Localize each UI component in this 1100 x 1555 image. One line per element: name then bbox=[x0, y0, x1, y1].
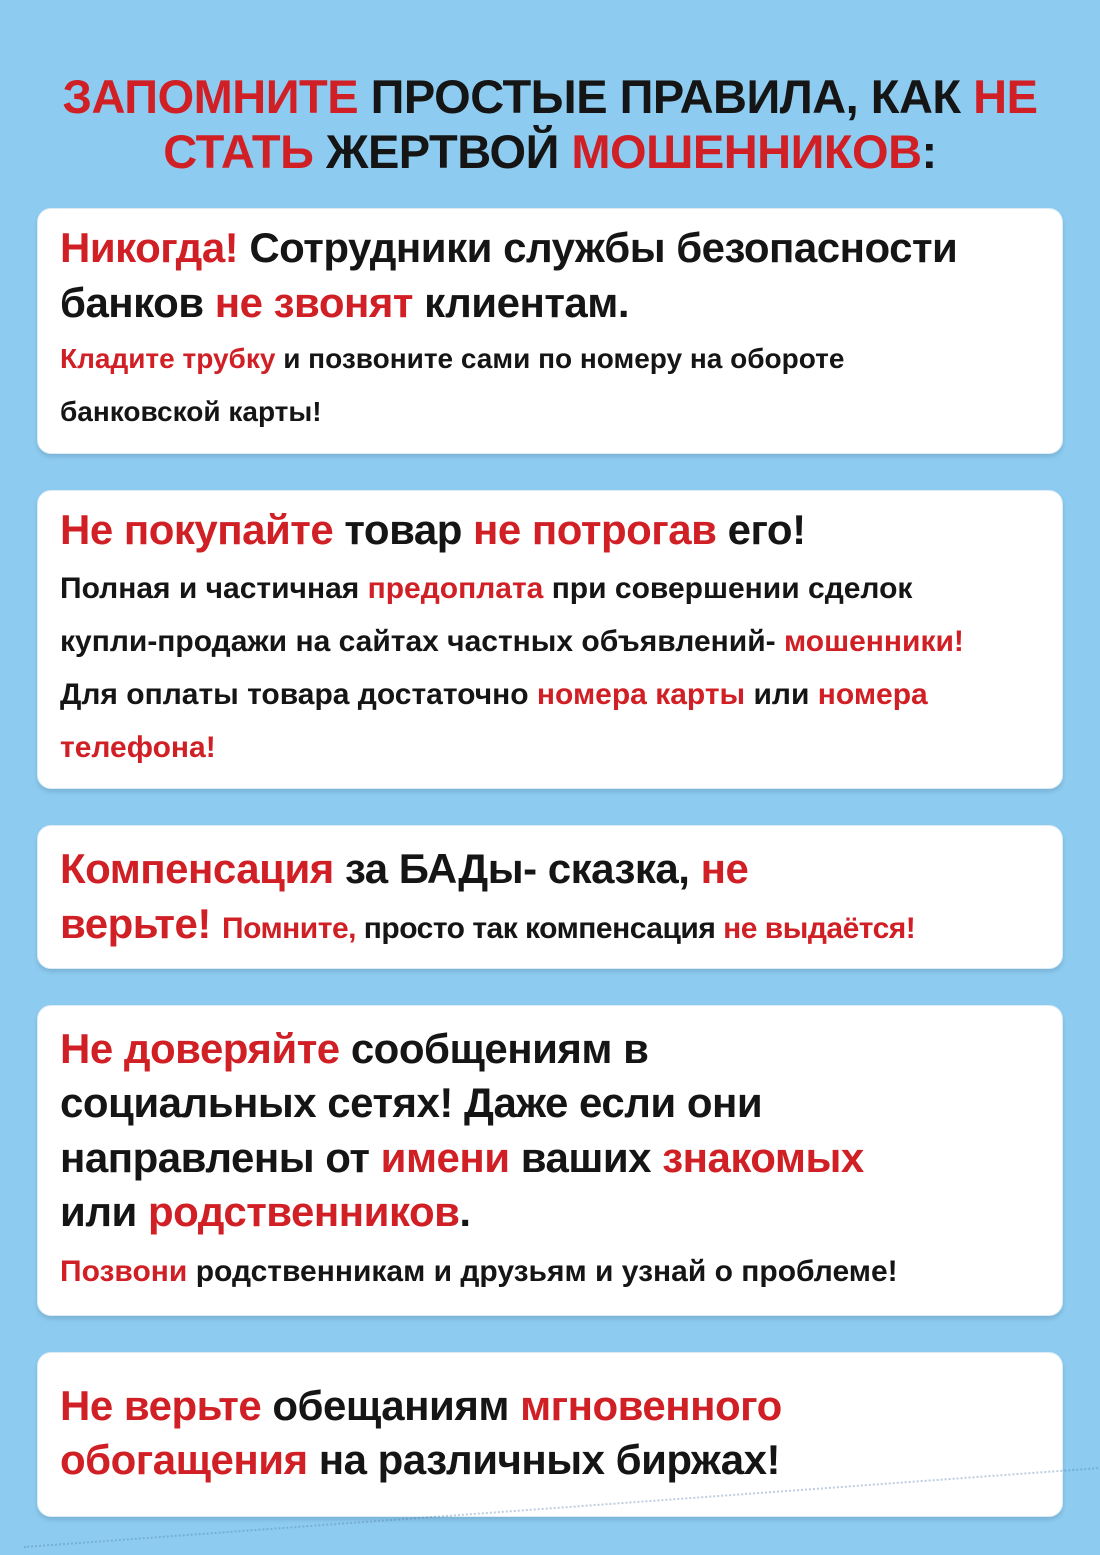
text-segment: имени bbox=[380, 1133, 521, 1181]
text-segment: сообщениям в bbox=[350, 1024, 649, 1072]
rule-card-social-network-messages bbox=[37, 1005, 1063, 1316]
text-segment: Сотрудники службы безопасности bbox=[249, 223, 958, 271]
card-subtext bbox=[60, 1246, 1040, 1299]
text-segment: знакомых bbox=[662, 1133, 864, 1181]
rule-card-instant-wealth bbox=[37, 1352, 1063, 1517]
text-segment: не звонят bbox=[214, 278, 425, 326]
text-segment: мошенники! bbox=[783, 624, 964, 658]
text-segment: МОШЕННИКОВ bbox=[571, 124, 922, 178]
text-segment: Компенсация bbox=[60, 845, 345, 893]
text-segment: : bbox=[921, 124, 937, 178]
text-segment: ваших bbox=[520, 1133, 663, 1181]
text-segment: Не верьте bbox=[60, 1381, 273, 1429]
text-segment: просто так компенсация bbox=[363, 911, 724, 945]
text-segment: Кладите трубку bbox=[60, 343, 284, 375]
text-segment: ПРОСТЫЕ ПРАВИЛА, КАК bbox=[370, 70, 974, 123]
card-heading bbox=[60, 842, 1040, 951]
text-segment: Помните, bbox=[222, 911, 364, 945]
text-segment: родственникам и друзьям и узнай о проблеме! bbox=[195, 1254, 898, 1288]
text-segment: верьте! bbox=[60, 899, 222, 947]
text-segment: СТАТЬ bbox=[163, 124, 326, 178]
text-segment: телефона! bbox=[60, 730, 216, 764]
text-segment: клиентам. bbox=[424, 278, 630, 326]
card-body bbox=[60, 563, 1040, 774]
text-segment: Полная и частичная bbox=[60, 572, 368, 606]
text-segment: за БАДы- сказка, bbox=[344, 845, 701, 893]
text-segment: направлены от bbox=[60, 1133, 381, 1181]
text-segment: и позвоните сами по номеру на обороте bbox=[283, 343, 845, 375]
card-heading bbox=[60, 1379, 1040, 1488]
text-segment: НЕ bbox=[973, 70, 1038, 123]
text-segment: . bbox=[459, 1188, 471, 1236]
text-segment: предоплата bbox=[367, 572, 552, 606]
text-segment: Для оплаты товара достаточно bbox=[60, 677, 537, 711]
rule-card-bank-security-calls bbox=[37, 208, 1063, 454]
text-segment: обогащения bbox=[60, 1436, 319, 1484]
card-heading bbox=[60, 221, 1040, 330]
text-segment: не выдаётся! bbox=[723, 911, 916, 945]
text-segment: товар bbox=[344, 505, 474, 553]
text-segment: родственников bbox=[148, 1188, 460, 1236]
card-heading bbox=[60, 1022, 1040, 1240]
text-segment: Позвони bbox=[60, 1254, 196, 1288]
text-segment: не bbox=[700, 845, 749, 893]
text-segment: Не покупайте bbox=[60, 505, 345, 553]
text-segment: ЗАПОМНИТЕ bbox=[62, 70, 371, 123]
text-segment: Не доверяйте bbox=[60, 1024, 351, 1072]
text-segment: на различных биржах! bbox=[318, 1436, 781, 1484]
text-segment: при совершении сделок bbox=[551, 572, 913, 606]
text-segment: не потрогав bbox=[473, 505, 728, 553]
poster-title bbox=[18, 70, 1082, 180]
text-segment: номера bbox=[817, 677, 928, 711]
text-segment: ЖЕРТВОЙ bbox=[325, 124, 572, 178]
text-segment: социальных сетях! Даже если они bbox=[60, 1079, 763, 1127]
text-segment: его! bbox=[727, 505, 806, 553]
card-heading bbox=[60, 503, 1040, 558]
card-subtext bbox=[60, 332, 1040, 438]
rule-card-supplements-compensation bbox=[37, 825, 1063, 968]
text-segment: мгновенного bbox=[520, 1381, 782, 1429]
text-segment: номера карты bbox=[536, 677, 754, 711]
text-segment: обещаниям bbox=[272, 1381, 521, 1429]
text-segment: Никогда! bbox=[60, 223, 250, 271]
rule-card-prepayment-scam bbox=[37, 490, 1063, 790]
text-segment: или bbox=[753, 677, 818, 711]
text-segment: банковской карты! bbox=[60, 396, 322, 428]
text-segment: или bbox=[60, 1188, 148, 1236]
text-segment: купли-продажи на сайтах частных объявлений- bbox=[60, 624, 784, 658]
text-segment: банков bbox=[60, 278, 215, 326]
